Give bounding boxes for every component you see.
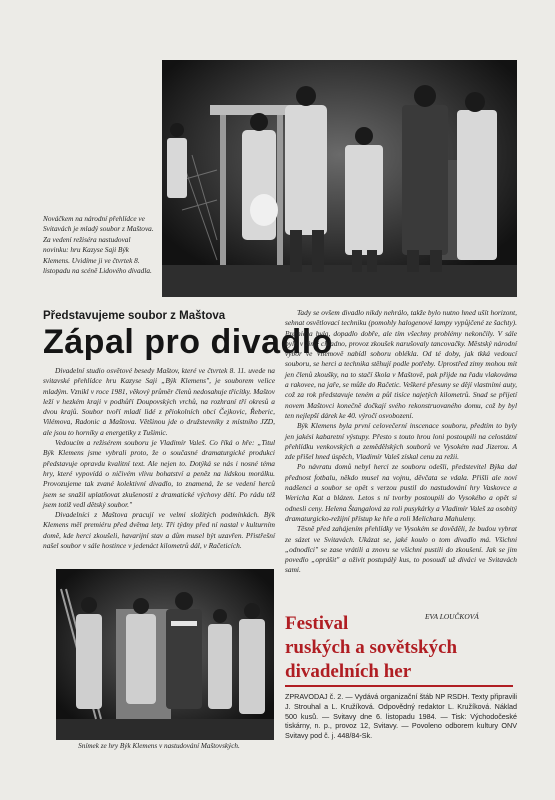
bottom-stage-photo [56,569,274,740]
article-paragraph: Těsně před zahájením přehlídky ve Vysokém se dověděli, že budou vybrat ze sázet ve Svitavách. Ukázat se, jaké koulo o tom divadlo má. Všichni „odnodlci" se zase vrátili a znovu se všichni pustili do zkoušení. Jak se jim povedlo „oprášit" a oživit postupálý kus, to posoudí už diváci ve Svitavách sami. [285,524,517,575]
red-divider [285,685,513,687]
festival-heading-line: divadelních her [285,661,412,682]
festival-heading-line: ruských a sovětských [285,637,458,658]
article-paragraph: Po návratu domů nebyl herci ze souboru odešli, předstevitel Býka dal přednost fotbalu, někdo musel na vojnu, děvčata se vdala. Přišli ale noví nadšenci a soubor se opět s verzou pustil do nastudování hry Vaskovce a Wericha Kat a blázen. Letos s ní tvorby postoupili do Vysokého a opět si odnesli ceny. Helena Štangalová za roli pusykárky a Vladimír Valeš za osobitý dramaturgicko-režijní přístup ke hře a roli Melichara Mahuleny. [285,462,517,523]
festival-heading-line: Festival [285,613,349,634]
article-headline: Zápal pro divadlo [43,323,333,361]
article-paragraph: Divadelní studio osvětové besedy Maštov, které ve čtvrtek 8. 11. uvede na svitavské přehlídce hru Kazyse Saji „Býk Klemens", je souborem velice mladým. Vznikl v roce 1981, věkový průměr členů nedosahuje třicítky. Maštov leží v hezkém kraji v podhůří Doupovských vrchů, na rozhraní tří okresů a dvou krajů. Soubor tvoří mladí lidé z přiokolních obcí Čejkovic, Řeberic, Vilémova, Radonic a Maštova. Většinou jde o družstevníky z místního JZD, ale jsou to horníky a energetiky z Tušimic. [43,366,275,437]
bottom-photo-caption: Snímek ze hry Býk Klemens v nastudování Maštovských. [78,742,240,750]
article-paragraph: Divadelníci z Maštova pracují ve velmi složitých podmínkách. Býk Klemens měl premiéru před dvěma lety. Tři týdny před ní nastal v kulturním domě, kde herci zkoušeli, havarijní stav a dům musel být uzavřen. Přistřešní našel soubor v sále hostince v jedenáct kilometrů dál, v Račeticích. [43,510,275,551]
top-photo-caption: Nováčkem na národní přehlídce ve Svitavách je mladý soubor z Maštova. Za vedení režiséra nastudoval novinku: hru Kazyse Saji Býk Klemens. Uvidíme ji ve čtvrtek 8. listopadu na scéně Lidového divadla. [43,214,154,276]
article-author: EVA LOUČKOVÁ [425,612,479,621]
article-paragraph: Býk Klemens byla první celovečerní inscenace souboru, předtím to byly jen jakési kabaretní výstupy. Přesto s touto hrou loni postoupili na celostátní přehlídku venkovských a zemědělských souborů ve Vysokém nad Jizerou. A zde přišel hned úspěch, Vladimír Valeš získal cenu za režii. [285,421,517,462]
imprint-text: ZPRAVODAJ č. 2. — Vydává organizační štáb NP RSDH. Texty připravili J. Strouhal a L. Kružíková. Odpovědný redaktor L. Kružíková. Náklad 500 kusů. — Svitavy dne 6. listopadu 1984. — Tisk: Východočeské tiskárny, n. p., provoz 12, Svitavy. — Povoleno odborem kultury ONV Svitavy pod č. j. 448/84-Sk. [285,692,517,741]
article-paragraph: Vedoucím a režisérem souboru je Vladimír Valeš. Co říká o hře: „Titul Býk Klemens jsme vybrali proto, že o současné dramaturgické produkci představuje opravdu kvalitní text. Ale nejen to. Dotýká se nás i nosné téma hry, které vypovídá o ničivém vlivu bohatství a peněz na lidskou morálku. Provozujeme tak zvané kolektivní divadlo, to znamená, že se vedení herců jsem se snažil uplatňovat zkušenosti z dramatické výchovy dětí. Po rádu též jsem totiž vedl dětský soubor." [43,438,275,509]
article-column-left [43,366,275,551]
article-paragraph: Tady se ovšem divadlo nikdy nehrálo, takže bylo nutno hned ušít horizont, sehnat osvětlovací techniku (pomohly halogenové lampy vypůjčené ze šachty). Premiéra byla, dopadlo dobře, ale tím všechny problémy nekončily. V sále bylo v zimě chladno, provoz zkoušek narušovaly tancovačky. Městský národní výbor ve Vilémově nabídl soboru oblékla. Od té doby, jak tkká vedoucí souboru, se herci a technika stěhují podle potřeby. Uprostřed zimy mohou mít jen členů zkoušky, na to stačí škola v Maštově, pak přijde na řadu vlakováma a rakovee, na jaře, se může do Račetic. Veškeré přesuny se dějí vlastními auty, což za rok představuje teném a půl tisíce najetých kilometrů. Snad se přijetí novem Maštovci konečně dočkají svého rekonstruovaného domu, což by byl ten nejlepší dárek ke 40. výročí osvobození. [285,308,517,420]
festival-heading [285,612,525,684]
theatre-stage-photo-icon [56,569,274,740]
article-kicker: Představujeme soubor z Maštova [43,310,226,322]
article-column-right [285,308,517,576]
theatre-stage-photo-icon [162,60,517,297]
top-stage-photo [162,60,517,297]
